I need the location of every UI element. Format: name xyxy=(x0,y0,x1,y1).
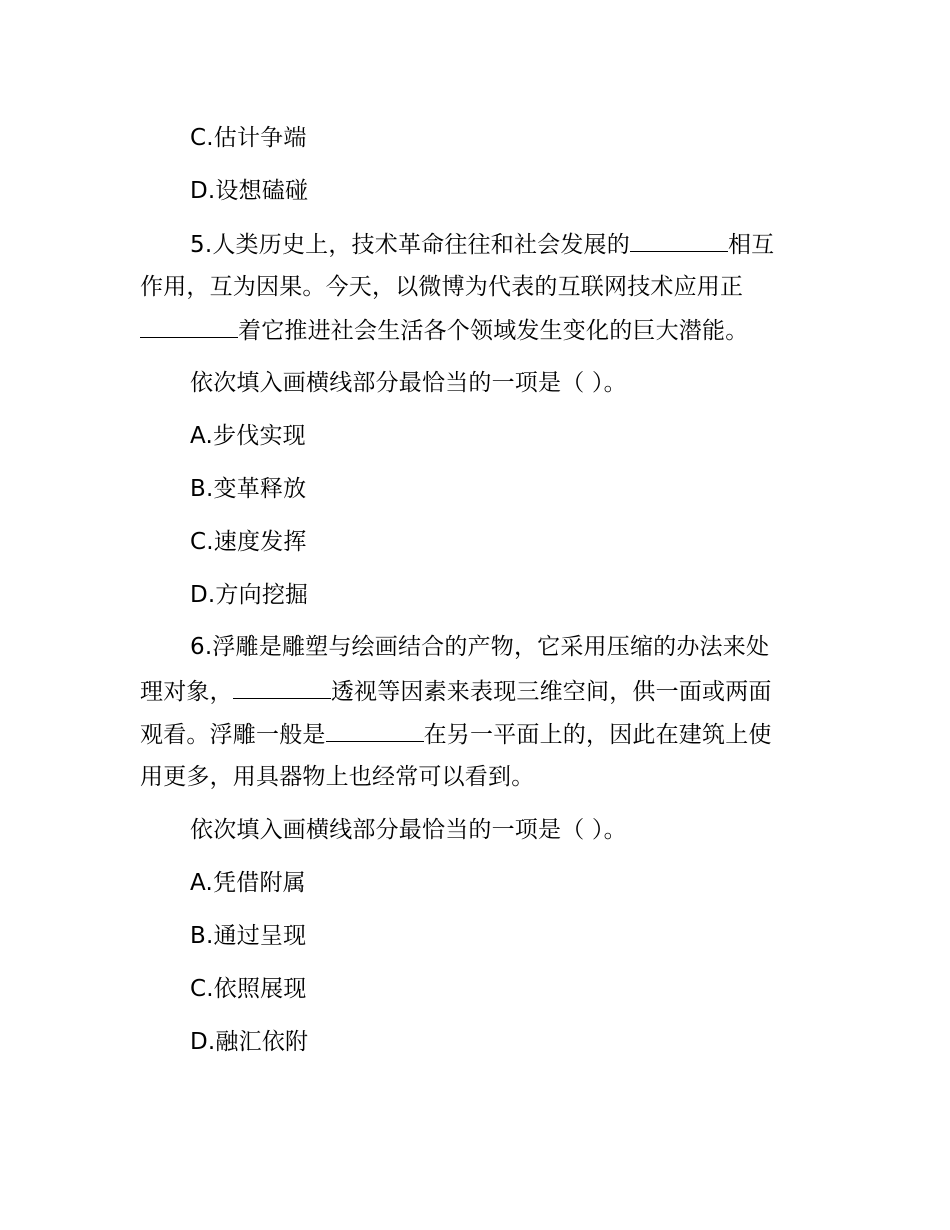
q5-line-1 xyxy=(190,229,774,260)
fill-blank xyxy=(140,315,238,338)
q6-line-3-end: 在另一平面上的，因此在建筑上使 xyxy=(423,722,772,748)
q6-option-c: C.依照展现 xyxy=(190,976,307,1002)
q5-option-b: B.变革释放 xyxy=(190,476,307,502)
q6-line-1: 6.浮雕是雕塑与绘画结合的产物，它采用压缩的办法来处 xyxy=(190,634,770,660)
q5-line-3 xyxy=(140,315,748,346)
q4-option-d: D.设想磕碰 xyxy=(190,178,309,204)
q4-option-c: C.估计争端 xyxy=(190,125,307,151)
fill-blank xyxy=(233,676,331,699)
q5-option-c: C.速度发挥 xyxy=(190,529,307,555)
q5-line-3-text: 着它推进社会生活各个领域发生变化的巨大潜能。 xyxy=(238,318,749,344)
q5-prompt: 依次填入画横线部分最恰当的一项是（ ）。 xyxy=(190,370,627,396)
q6-option-b: B.通过呈现 xyxy=(190,923,307,949)
q5-line-2: 作用，互为因果。今天，以微博为代表的互联网技术应用正 xyxy=(140,274,744,300)
q6-line-2 xyxy=(140,676,772,707)
q5-line-1-end: 相互 xyxy=(727,232,775,258)
q6-option-d: D.融汇依附 xyxy=(190,1029,309,1055)
q5-option-a: A.步伐实现 xyxy=(190,423,306,449)
fill-blank xyxy=(630,229,728,252)
q6-line-3 xyxy=(140,719,772,750)
q6-option-a: A.凭借附属 xyxy=(190,870,306,896)
q6-line-3-text: 观看。浮雕一般是 xyxy=(140,722,326,748)
fill-blank xyxy=(326,719,424,742)
q6-prompt: 依次填入画横线部分最恰当的一项是（ ）。 xyxy=(190,817,627,843)
q6-line-2-text: 理对象， xyxy=(140,679,233,705)
q6-line-4: 用更多，用具器物上也经常可以看到。 xyxy=(140,764,535,790)
q5-option-d: D.方向挖掘 xyxy=(190,582,309,608)
q5-line-1-text: 5.人类历史上，技术革命往往和社会发展的 xyxy=(190,232,630,258)
q6-line-2-end: 透视等因素来表现三维空间，供一面或两面 xyxy=(330,679,772,705)
